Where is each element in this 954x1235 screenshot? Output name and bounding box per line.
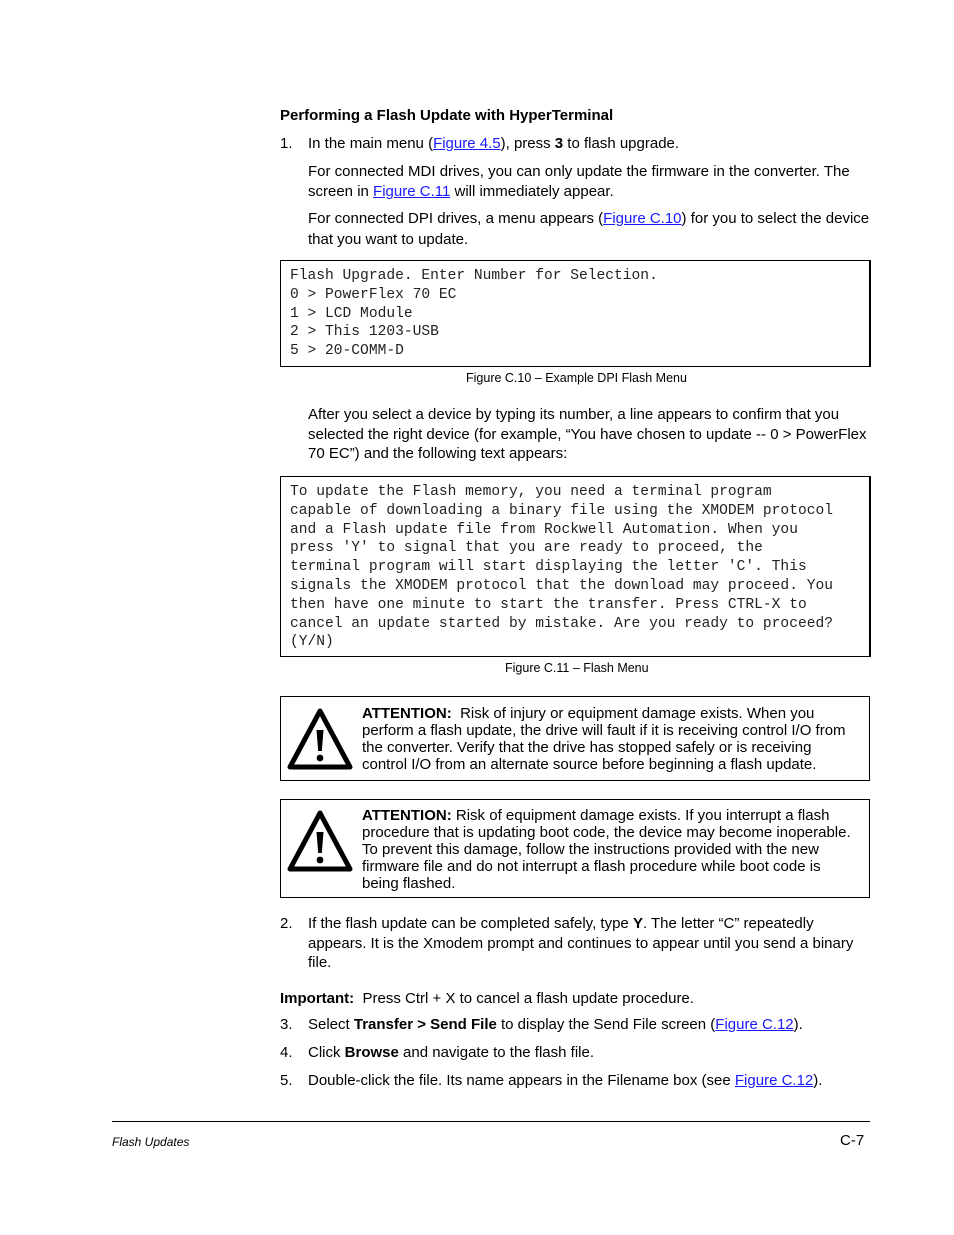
code-line: and a Flash update file from Rockwell Automation. When you xyxy=(290,521,798,538)
figure-link[interactable]: Figure C.11 xyxy=(373,182,451,200)
step-1-text: In the main menu (Figure 4.5), press 3 to flash upgrade. xyxy=(308,135,680,152)
figure-caption: Figure C.11 – Flash Menu xyxy=(505,661,649,675)
figure-link[interactable]: Figure 4.5 xyxy=(433,135,501,152)
code-line: (Y/N) xyxy=(290,634,334,651)
step-number: 3. xyxy=(280,1016,293,1033)
important-note: Important: Press Ctrl + X to cancel a flash update procedure. xyxy=(280,990,694,1007)
section-title: Performing a Flash Update with HyperTerminal xyxy=(280,107,614,124)
footer-section-name: Flash Updates xyxy=(112,1135,190,1149)
figure-link[interactable]: Figure C.10 xyxy=(603,210,682,227)
warning-triangle-icon xyxy=(286,706,354,772)
step-number: 4. xyxy=(280,1044,293,1061)
code-line: press 'Y' to signal that you are ready to proceed, the xyxy=(290,540,763,557)
footer-divider xyxy=(112,1121,870,1122)
attention-box xyxy=(280,696,870,781)
after-select-paragraph: After you select a device by typing its number, a line appears to confirm that you selected the right device (for example, “You have chosen to update -- 0 > PowerFlex 70 EC”) and the following text appears: xyxy=(308,406,867,462)
code-line: signals the XMODEM protocol that the download may proceed. You xyxy=(290,577,833,594)
step-number: 1. xyxy=(280,135,293,152)
code-line: 0 > PowerFlex 70 EC xyxy=(290,286,457,303)
figure-link[interactable]: Figure C.12 xyxy=(715,1016,794,1033)
code-line: 5 > 20-COMM-D xyxy=(290,343,404,360)
code-line: 2 > This 1203-USB xyxy=(290,324,439,341)
warning-triangle-icon xyxy=(286,808,354,874)
attention-label: ATTENTION: xyxy=(362,705,452,722)
step-2-text: If the flash update can be completed safely, type Y. The letter “C” repeatedly appears. It is the Xmodem prompt and continues to appear until you send a binary file. xyxy=(308,915,854,971)
step-3-text: Select Transfer > Send File to display the Send File screen (Figure C.12). xyxy=(308,1016,803,1033)
step-number: 5. xyxy=(280,1072,293,1089)
attention-box xyxy=(280,799,870,898)
attention-text: ATTENTION: Risk of equipment damage exists. If you interrupt a flash procedure that is updating boot code, the device may become inoperable. To prevent this damage, follow the instructions provided with the new firmware file and do not interrupt a flash procedure while boot code is being flashed. xyxy=(362,807,851,892)
code-line: capable of downloading a binary file using the XMODEM protocol xyxy=(290,502,833,519)
code-line: Flash Upgrade. Enter Number for Selection. xyxy=(290,268,658,284)
code-line: 1 > LCD Module xyxy=(290,305,413,322)
code-line: terminal program will start displaying the letter 'C'. This xyxy=(290,559,807,576)
figure-link[interactable]: Figure C.12 xyxy=(734,1072,814,1089)
dpi-flash-menu-box xyxy=(280,260,871,367)
attention-text: ATTENTION: Risk of injury or equipment damage exists. When you perform a flash update, the drive will fault if it is receiving control I/O from the converter. Verify that the drive has stopped safely or is receiving control I/O from an alternate source before beginning a flash update. xyxy=(362,705,846,773)
page-number: C-7 xyxy=(840,1132,865,1149)
step-5-text: Double-click the file. Its name appears in the Filename box (see Figure C.12). xyxy=(308,1072,823,1089)
flash-menu-box xyxy=(280,476,871,657)
important-label: Important: xyxy=(280,990,355,1007)
code-line: To update the Flash memory, you need a terminal program xyxy=(290,484,772,500)
dpi-paragraph: For connected DPI drives, a menu appears (Figure C.10) for you to select the device that you want to update. xyxy=(308,210,870,248)
code-line: then have one minute to start the transfer. Press CTRL-X to xyxy=(290,596,807,613)
attention-label: ATTENTION: xyxy=(362,807,452,824)
step-4-text: Click Browse and navigate to the flash file. xyxy=(308,1044,594,1061)
figure-caption: Figure C.10 – Example DPI Flash Menu xyxy=(466,371,687,385)
step-number: 2. xyxy=(280,915,293,932)
code-line: cancel an update started by mistake. Are you ready to proceed? xyxy=(290,615,833,632)
mdi-paragraph: For connected MDI drives, you can only update the firmware in the converter. The screen in Figure C.11 will immediately appear. xyxy=(308,163,850,200)
